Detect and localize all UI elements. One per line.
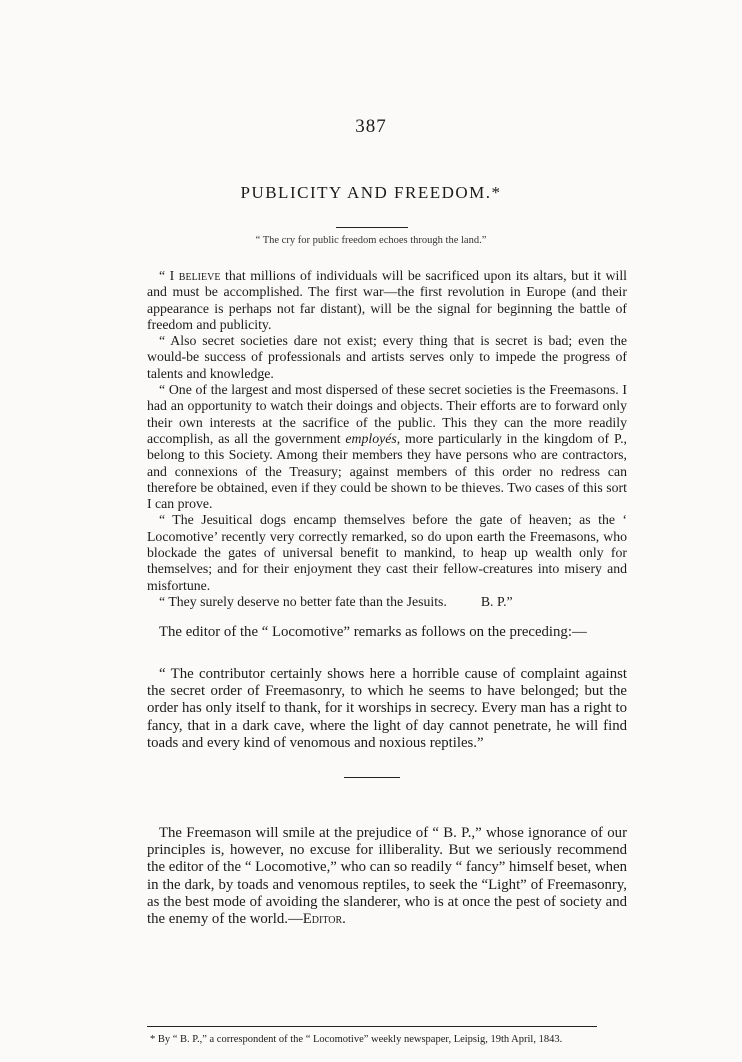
title-divider [336, 227, 408, 228]
letter-body [147, 268, 627, 610]
footnote-divider [147, 1026, 597, 1027]
letter-paragraph-3: “ One of the largest and most dispersed of these secret societies is the Freemasons. I had an opportunity to watch their doings and objects. Their efforts are to forward only their own interests at the sacrifice of the public. This they can the more readily accomplish, as all the government employés, more particularly in the kingdom of P., belong to this Society. Among their members they have persons who are contractors, and connexions of the Treasury; against members of this order no redress can therefore be obtained, even if they could be shown to be thieves. Two cases of this sort I can prove. [147, 382, 627, 512]
editorial-response: The Freemason will smile at the prejudice of “ B. P.,” whose ignorance of our principles is, however, no excuse for illiberality. But we seriously recommend the editor of the “ Locomotive,” who can so readily “ fancy” himself beset, when in the dark, by toads and venomous reptiles, to seek the “Light” of Freemasonry, as the best mode of avoiding the slanderer, who is at once the pest of society and the enemy of the world.—Editor. [147, 825, 627, 928]
letter-paragraph-2: “ Also secret societies dare not exist; every thing that is secret is bad; even the would-be success of professionals and artists serves only to impede the progress of talents and knowledge. [147, 333, 627, 381]
emphasis-word: employés, [345, 430, 401, 446]
epigraph: “ The cry for public freedom echoes through the land.” [255, 235, 487, 246]
editor-remark: The editor of the “ Locomotive” remarks as follows on the preceding:— [159, 624, 587, 640]
footnote: * By “ B. P.,” a correspondent of the “ Locomotive” weekly newspaper, Leipsig, 19th April, 1843. [150, 1034, 563, 1045]
small-caps-word: believe [178, 268, 221, 283]
letter-signature: B. P.” [480, 593, 513, 609]
letter-paragraph-5: “ They surely deserve no better fate than the Jesuits. B. P.” [147, 594, 627, 610]
editor-quote: “ The contributor certainly shows here a horrible cause of complaint against the secret order of Freemasonry, to which he seems to have belonged; but the order has only itself to thank, for it worships in secrecy. Every man has a right to fancy, that in a dark cave, where the light of day cannot penetrate, he will find toads and every kind of venomous and noxious reptiles.” [147, 666, 627, 751]
section-divider [344, 777, 400, 778]
editor-signature: Editor. [302, 911, 346, 928]
letter-paragraph-4: “ The Jesuitical dogs encamp themselves before the gate of heaven; as the ‘ Locomotive’ recently very correctly remarked, so do upon earth the Freemasons, who blockade the gates of universal benefit to mankind, to heap up wealth only for themselves; and for their enjoyment they cast their fellow-creatures into misery and misfortune. [147, 512, 627, 593]
letter-paragraph-1: “ I believe that millions of individuals will be sacrificed upon its altars, but it will and must be accomplished. The first war—the first revolution in Europe (and their appearance is perhaps not far distant), will be the signal for beginning the battle of freedom and publicity. [147, 268, 627, 332]
article-title: PUBLICITY AND FREEDOM.* [240, 183, 502, 202]
page-number: 387 [355, 116, 387, 137]
